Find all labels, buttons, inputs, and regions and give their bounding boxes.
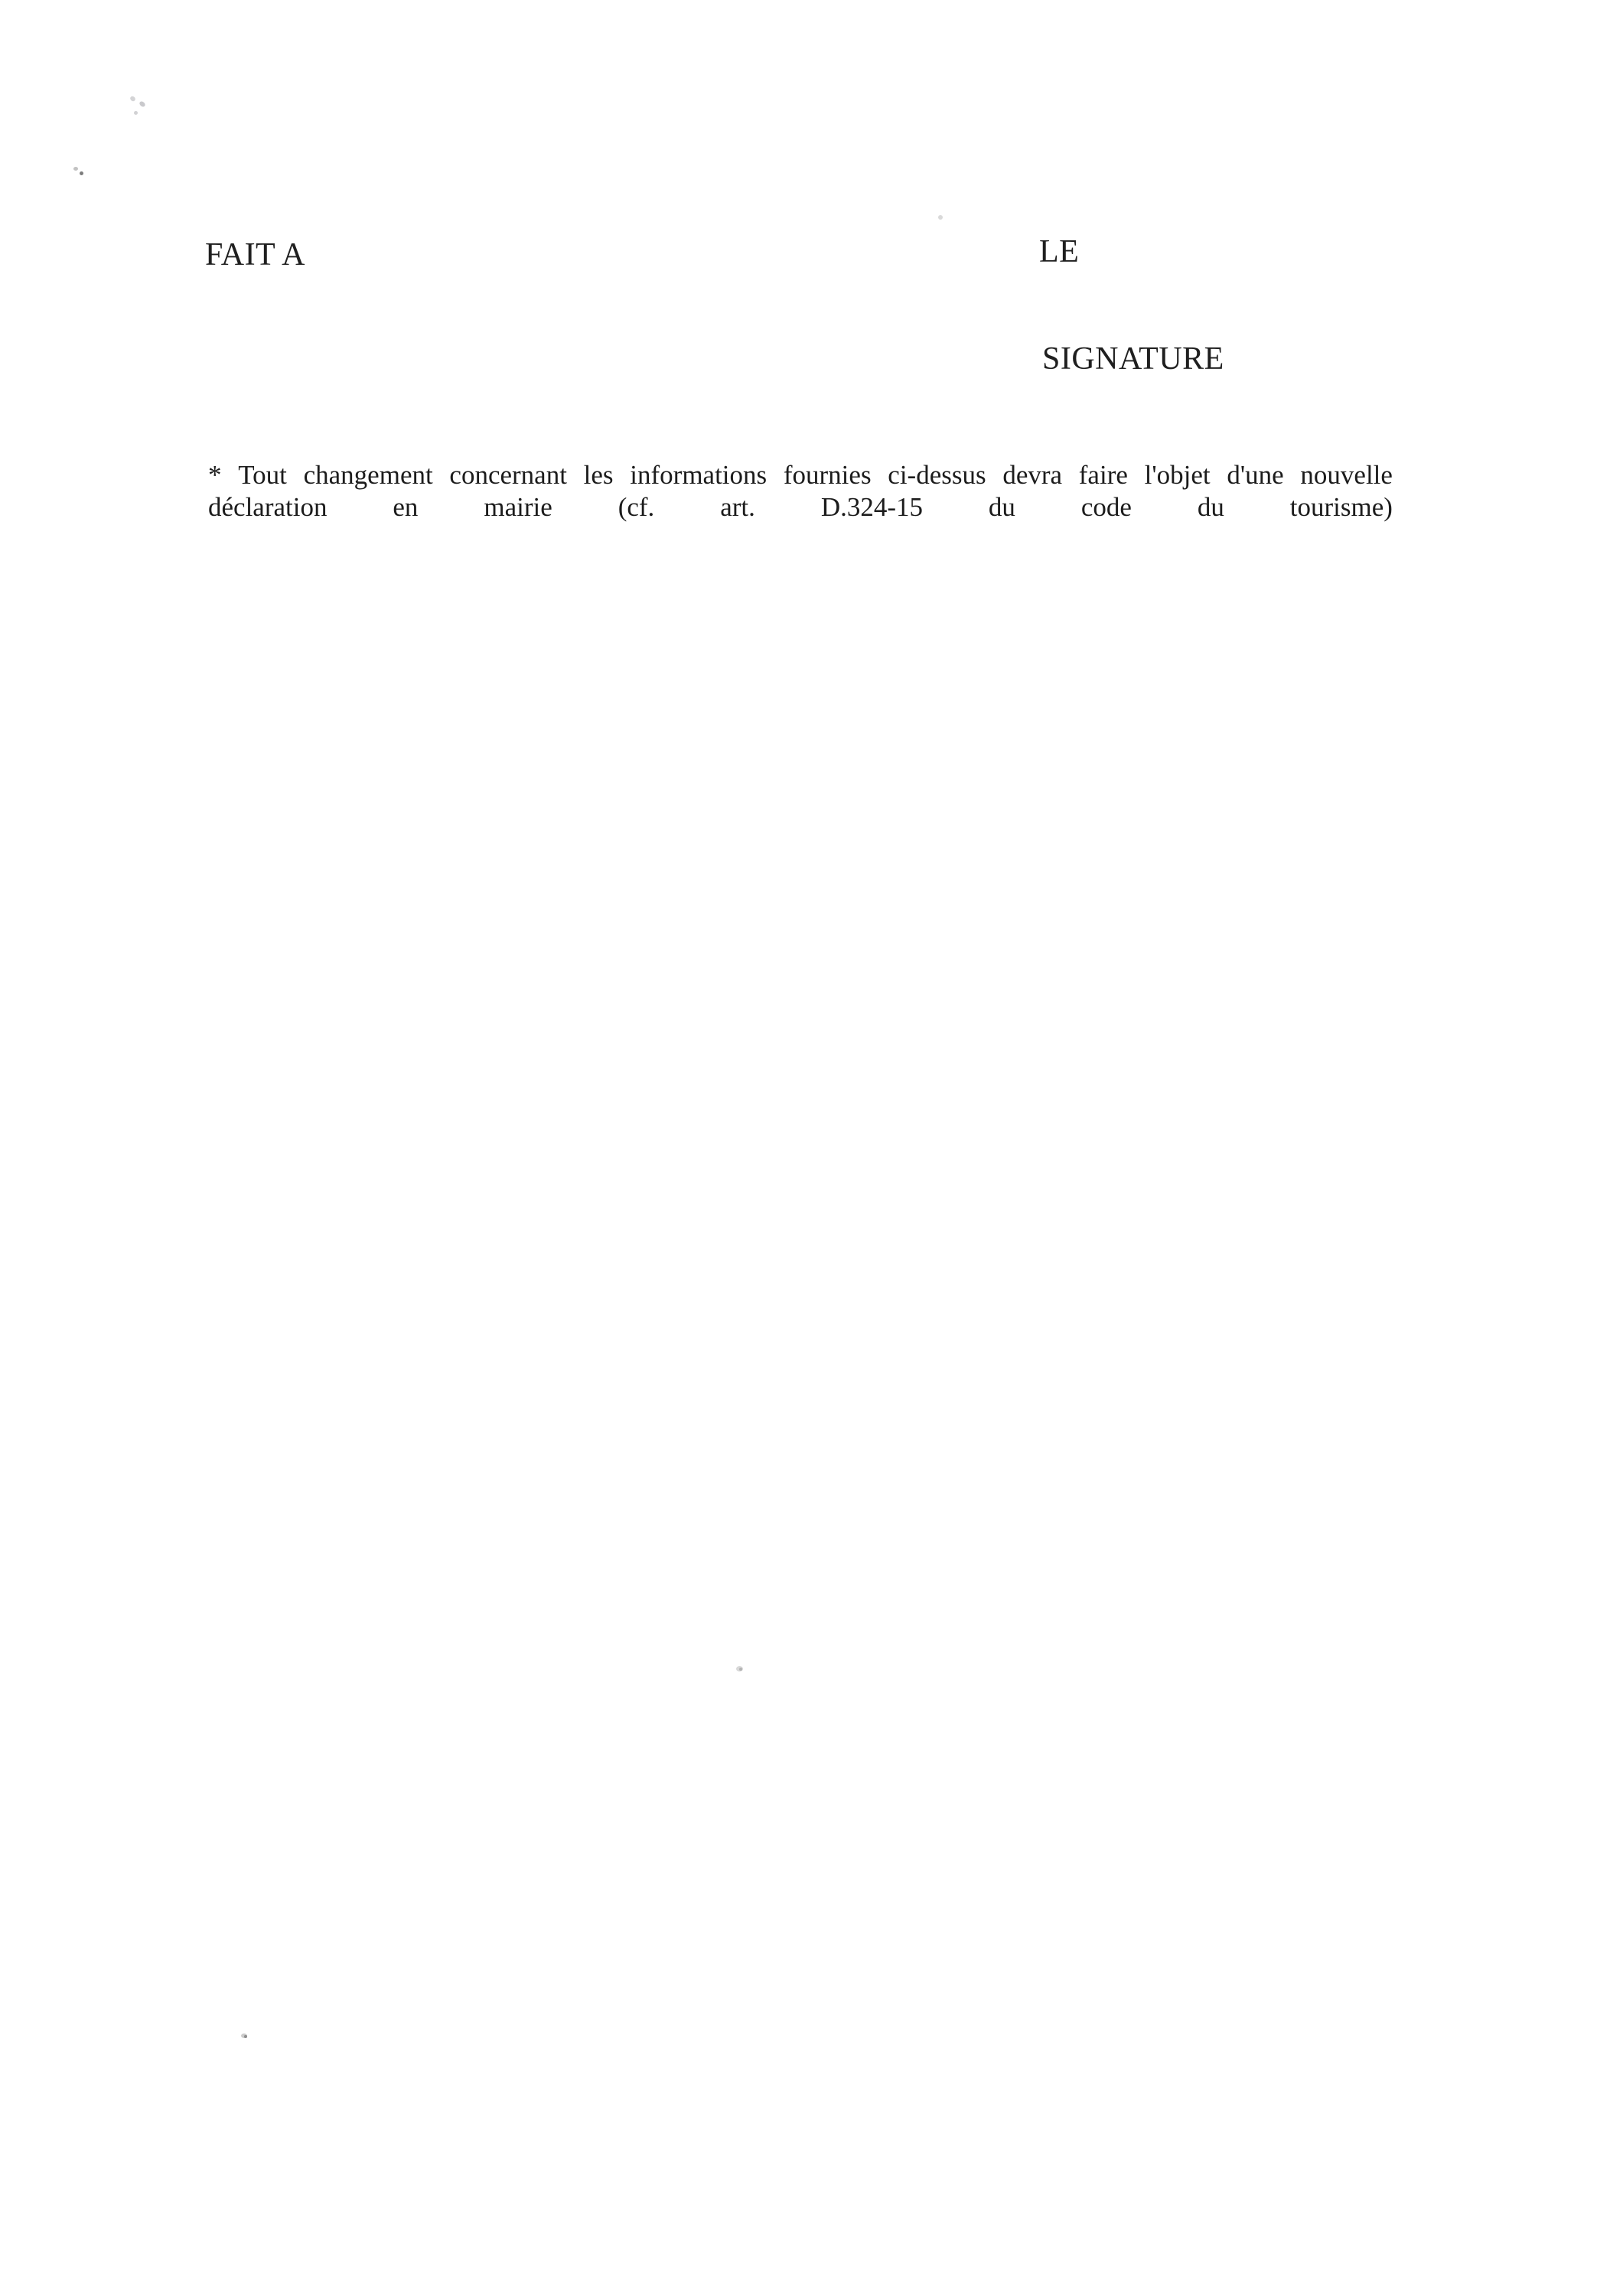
scan-speck — [739, 1668, 742, 1671]
signature-label: SIGNATURE — [1042, 341, 1224, 377]
scan-speck — [73, 167, 78, 171]
footnote — [208, 459, 1393, 523]
scan-speck — [244, 2035, 247, 2038]
footnote-line-1: * Tout changement concernant les informations fournies ci-dessus devra faire l'objet d'une nouvelle — [208, 460, 1393, 490]
scan-speck — [134, 111, 138, 115]
made-at-label: FAIT A — [205, 237, 305, 272]
scan-speck — [139, 100, 146, 108]
scan-speck — [938, 215, 943, 220]
footnote-line-2: déclaration en mairie (cf. art. D.324-15 du code du tourisme) — [208, 492, 1393, 522]
scan-speck — [129, 95, 136, 102]
date-label: LE — [1039, 234, 1080, 269]
scan-speck — [80, 171, 83, 175]
